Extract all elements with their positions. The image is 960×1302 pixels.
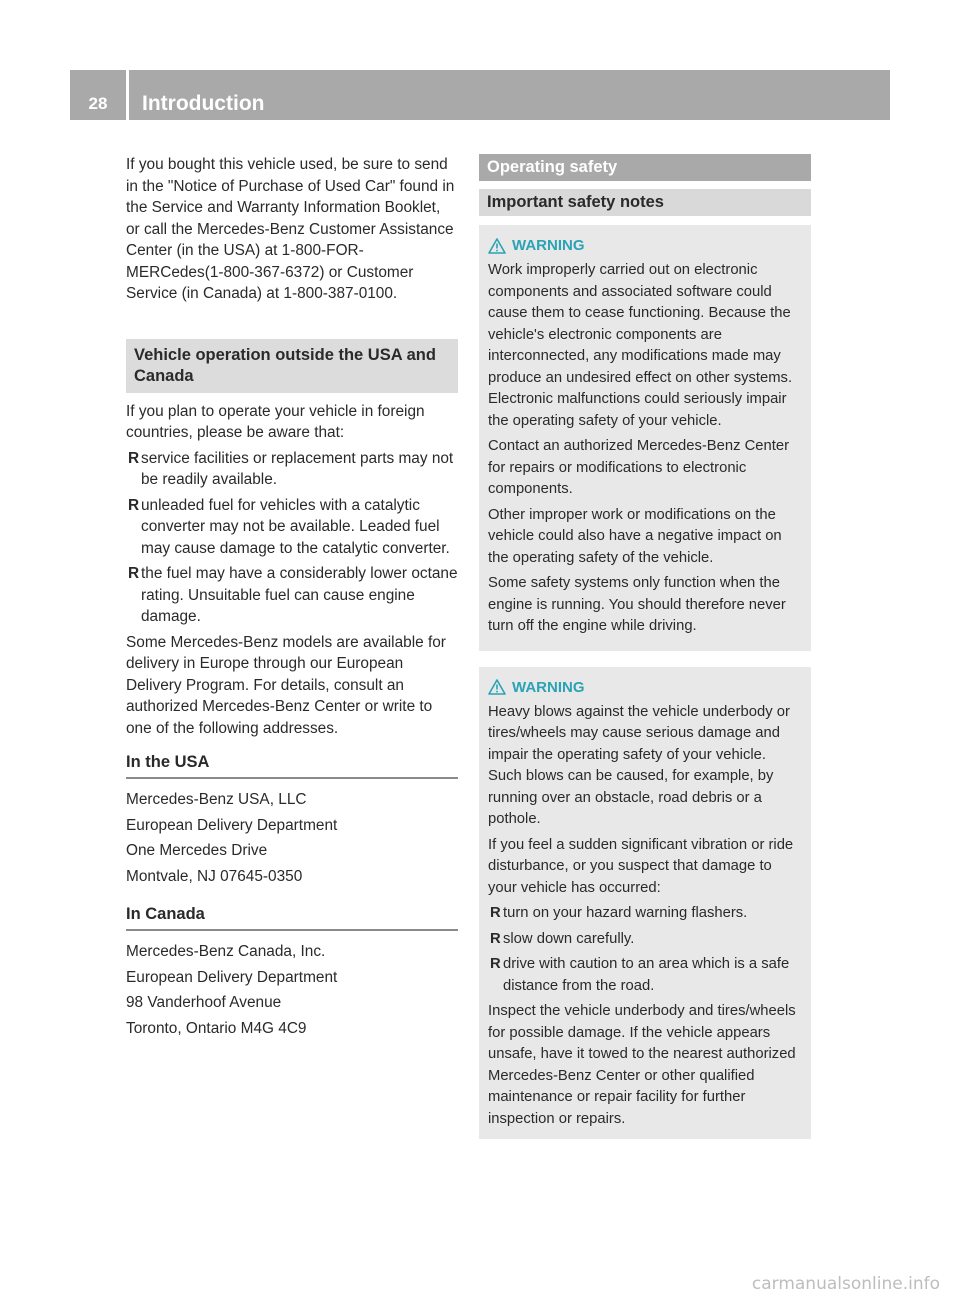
address-line: European Delivery Department	[126, 816, 338, 834]
warning-heading	[488, 677, 803, 698]
section-title-operating-safety: Operating safety	[479, 154, 811, 181]
address-line: Mercedes-Benz Canada, Inc.	[126, 943, 326, 960]
usa-heading: In the USA	[126, 751, 458, 779]
list-item: R drive with caution to an area which is a safe distance from the road.	[490, 956, 790, 994]
warning-triangle-icon	[488, 238, 506, 254]
foreign-intro-paragraph: If you plan to operate your vehicle in foreign countries, please be aware that:	[126, 402, 425, 441]
address-line: 98 Vanderhoof Avenue	[126, 994, 282, 1011]
subsection-title-safety-notes: Important safety notes	[479, 189, 811, 216]
delivery-paragraph: Some Mercedes-Benz models are available for delivery in Europe through our European Delivery Program. For details, consult an authorized Mercedes-Benz Center or write to one of the following addresses.	[126, 633, 446, 737]
list-item: R slow down carefully.	[488, 929, 803, 951]
bullet-icon: R	[490, 956, 501, 972]
address-line: One Mercedes Drive	[126, 842, 268, 859]
page-header	[70, 70, 890, 120]
right-column	[479, 154, 811, 1155]
watermark: carmanualsonline.info	[751, 1274, 940, 1294]
list-item: R unleaded fuel for vehicles with a catalytic converter may not be available. Leaded fuel may cause damage to the catalytic converter.	[128, 496, 450, 557]
bullet-icon: R	[490, 930, 501, 947]
warning-paragraph: Heavy blows against the vehicle underbody or tires/wheels may cause serious damage and impair the operating safety of your vehicle. Such blows can be caused, for example, by running over an obstacle, road debris or a pothole.	[488, 703, 790, 827]
warning-paragraph: Work improperly carried out on electronic components and associated software could cause them to cease functioning. Because the vehicle's electronic components are interconnected, any modifications made may produce an undesired effect on other systems. Electronic malfunctions could seriously impair the operating safety of your vehicle.	[488, 262, 793, 429]
canada-address	[126, 941, 458, 1039]
warning-triangle-icon	[488, 679, 506, 695]
list-item: R turn on your hazard warning flashers.	[488, 903, 803, 925]
warning-box-underbody	[479, 667, 811, 1140]
warning-paragraph: Some safety systems only function when the engine is running. You should therefore never turn off the engine while driving.	[488, 575, 786, 634]
page-number: 28	[88, 94, 108, 113]
chapter-title: Introduction	[142, 92, 265, 115]
list-item: R the fuel may have a considerably lower octane rating. Unsuitable fuel can cause engine damage.	[128, 565, 458, 625]
bullet-icon: R	[128, 449, 140, 467]
warning-label: WARNING	[512, 237, 585, 254]
warning-paragraph: Contact an authorized Mercedes-Benz Center for repairs or modifications to electronic components.	[488, 438, 790, 497]
address-line: European Delivery Department	[126, 968, 338, 986]
used-vehicle-paragraph: If you bought this vehicle used, be sure to send in the "Notice of Purchase of Used Car" found in the Service and Warranty Information Booklet, or call the Mercedes-Benz Customer Assistance Center (in the USA) at 1-800-FOR-MERCedes(1-800-367-6372) or Customer Service (in Canada) at 1-800-387-0100.	[126, 156, 455, 302]
bullet-icon: R	[128, 565, 140, 582]
warning-paragraph: Inspect the vehicle underbody and tires/wheels for possible damage. If the vehicle appears unsafe, have it towed to the nearest authorized Mercedes-Benz Center or other qualified maintenance or repair facility for further inspection or repairs.	[488, 1003, 796, 1127]
left-column	[126, 154, 458, 1043]
list-item: R service facilities or replacement parts may not be readily available.	[128, 449, 454, 488]
foreign-bullet-list	[126, 448, 458, 628]
warning-label: WARNING	[512, 678, 585, 696]
bullet-icon: R	[490, 905, 501, 921]
address-line: Toronto, Ontario M4G 4C9	[126, 1019, 307, 1037]
warning-bullet-list	[488, 903, 803, 997]
address-line: Mercedes-Benz USA, LLC	[126, 791, 307, 808]
section-title-foreign-operation: Vehicle operation outside the USA and Canada	[126, 339, 458, 393]
warning-paragraph: If you feel a sudden significant vibration or ride disturbance, or you suspect that damage to your vehicle has occurred:	[488, 836, 794, 896]
address-line: Montvale, NJ 07645-0350	[126, 867, 303, 885]
canada-heading: In Canada	[126, 903, 458, 931]
usa-address	[126, 789, 458, 887]
warning-box-electronics	[479, 225, 811, 651]
warning-heading	[488, 235, 803, 256]
warning-paragraph: Other improper work or modifications on the vehicle could also have a negative impact on the operating safety of the vehicle.	[488, 506, 782, 566]
header-divider	[126, 70, 129, 120]
bullet-icon: R	[128, 496, 140, 514]
